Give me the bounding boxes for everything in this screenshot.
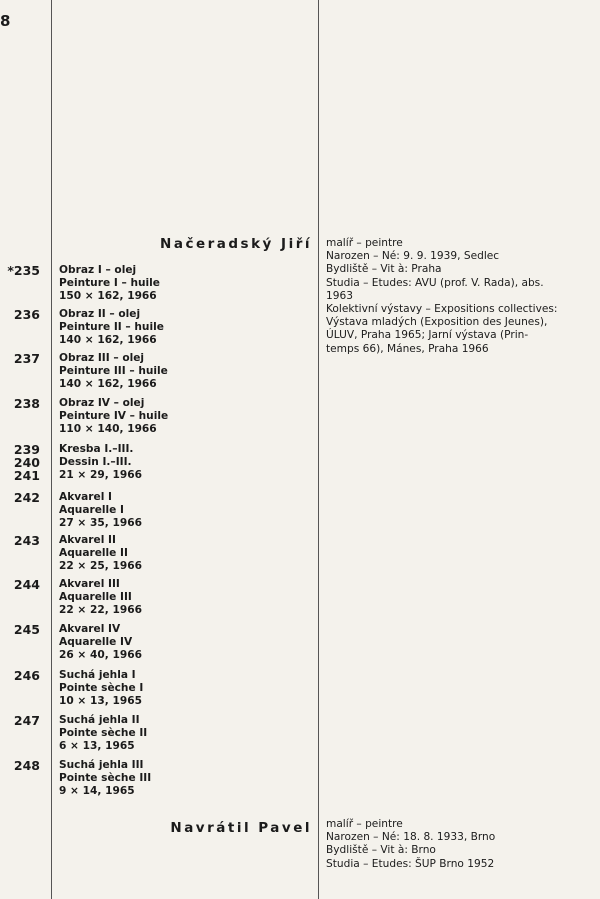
artist-bio-navratil bbox=[326, 818, 588, 871]
entry-number: *235 bbox=[7, 263, 40, 278]
artist-name-nacheradsky: Načeradský Jiří bbox=[160, 236, 312, 252]
entry-info bbox=[59, 534, 142, 574]
bio-line: malíř – peintre bbox=[326, 237, 403, 249]
entry-info bbox=[59, 397, 168, 437]
entry-dimensions: 10 × 13, 1965 bbox=[59, 695, 142, 708]
entry-title-fr: Pointe sèche I bbox=[59, 682, 144, 695]
entry-info bbox=[59, 623, 142, 663]
entry-number: 247 bbox=[13, 713, 40, 728]
bio-line: ÚLUV, Praha 1965; Jarní výstava (Prin- bbox=[326, 329, 529, 342]
entry-number: 237 bbox=[13, 351, 40, 366]
entry-title-cz: Suchá jehla III bbox=[59, 759, 144, 771]
entry-info bbox=[59, 578, 142, 618]
artist-bio-nacheradsky bbox=[326, 237, 588, 356]
page-number: 8 bbox=[0, 12, 11, 30]
entry-title-fr: Aquarelle II bbox=[59, 547, 128, 560]
entry-title-cz: Akvarel III bbox=[59, 578, 120, 590]
entry-info bbox=[59, 308, 164, 348]
column-rule-left bbox=[51, 0, 52, 899]
bio-line: Bydliště – Vit à: Praha bbox=[326, 263, 442, 276]
bio-line: Narozen – Né: 18. 8. 1933, Brno bbox=[326, 831, 496, 844]
entry-title-cz: Akvarel I bbox=[59, 491, 112, 503]
artist-name-navratil: Navrátil Pavel bbox=[170, 820, 312, 836]
entry-number: 238 bbox=[13, 396, 40, 411]
entry-title-fr: Peinture IV – huile bbox=[59, 410, 169, 423]
entry-dimensions: 22 × 22, 1966 bbox=[59, 604, 142, 617]
entry-dimensions: 6 × 13, 1965 bbox=[59, 740, 135, 753]
entry-dimensions: 26 × 40, 1966 bbox=[59, 649, 142, 662]
bio-line: 1963 bbox=[326, 289, 353, 302]
entry-dimensions: 150 × 162, 1966 bbox=[59, 290, 157, 303]
entry-title-fr: Aquarelle IV bbox=[59, 636, 133, 649]
entry-title-fr: Dessin I.–III. bbox=[59, 456, 132, 469]
bio-line: Výstava mladých (Exposition des Jeunes), bbox=[326, 316, 548, 329]
entry-title-cz: Obraz I – olej bbox=[59, 264, 137, 276]
entry-title-cz: Obraz IV – olej bbox=[59, 397, 145, 409]
entry-dimensions: 140 × 162, 1966 bbox=[59, 378, 157, 391]
entry-dimensions: 22 × 25, 1966 bbox=[59, 560, 142, 573]
bio-line: temps 66), Mánes, Praha 1966 bbox=[326, 342, 489, 355]
entry-dimensions: 27 × 35, 1966 bbox=[59, 517, 142, 530]
entry-info bbox=[59, 352, 168, 392]
column-rule-right bbox=[318, 0, 319, 899]
entry-title-fr: Pointe sèche II bbox=[59, 727, 148, 740]
entry-title-cz: Obraz III – olej bbox=[59, 352, 145, 364]
entry-info bbox=[59, 759, 151, 799]
entry-title-fr: Pointe sèche III bbox=[59, 772, 152, 785]
entry-dimensions: 21 × 29, 1966 bbox=[59, 469, 142, 482]
entry-number: 236 bbox=[13, 307, 40, 322]
entry-title-fr: Peinture II – huile bbox=[59, 321, 164, 334]
bio-line: Kolektivní výstavy – Expositions collectives: bbox=[326, 303, 558, 316]
entry-info bbox=[59, 714, 147, 754]
entry-info bbox=[59, 669, 143, 709]
entry-title-cz: Akvarel IV bbox=[59, 623, 121, 635]
entry-dimensions: 110 × 140, 1966 bbox=[59, 423, 157, 436]
entry-number: 241 bbox=[13, 468, 40, 484]
entry-info bbox=[59, 264, 160, 304]
bio-line: Narozen – Né: 9. 9. 1939, Sedlec bbox=[326, 250, 500, 263]
entry-title-fr: Aquarelle III bbox=[59, 591, 132, 604]
bio-line: Studia – Etudes: AVU (prof. V. Rada), abs. bbox=[326, 276, 544, 289]
entry-title-cz: Suchá jehla I bbox=[59, 669, 136, 681]
bio-line: Studia – Etudes: ŠUP Brno 1952 bbox=[326, 857, 495, 870]
entry-info bbox=[59, 443, 142, 483]
entry-dimensions: 9 × 14, 1965 bbox=[59, 785, 135, 798]
entry-title-cz: Akvarel II bbox=[59, 534, 116, 546]
entry-number: 239 bbox=[13, 442, 40, 457]
entry-info bbox=[59, 491, 142, 531]
entry-title-cz: Suchá jehla II bbox=[59, 714, 140, 726]
entry-number: 245 bbox=[13, 622, 40, 637]
entry-title-fr: Aquarelle I bbox=[59, 504, 124, 517]
entry-number: 243 bbox=[13, 533, 40, 548]
bio-line: Bydliště – Vit à: Brno bbox=[326, 844, 436, 857]
entry-number: 242 bbox=[13, 490, 40, 505]
entry-number: 246 bbox=[13, 668, 40, 683]
entry-dimensions: 140 × 162, 1966 bbox=[59, 334, 157, 347]
entry-title-cz: Obraz II – olej bbox=[59, 308, 141, 320]
entry-number: 244 bbox=[13, 577, 40, 592]
entry-number: 240 bbox=[13, 455, 40, 471]
bio-line: malíř – peintre bbox=[326, 818, 403, 830]
entry-number-group bbox=[6, 443, 40, 483]
entry-title-cz: Kresba I.–III. bbox=[59, 443, 134, 455]
entry-title-fr: Peinture I – huile bbox=[59, 277, 160, 290]
entry-number: 248 bbox=[13, 758, 40, 773]
entry-title-fr: Peinture III – huile bbox=[59, 365, 168, 378]
